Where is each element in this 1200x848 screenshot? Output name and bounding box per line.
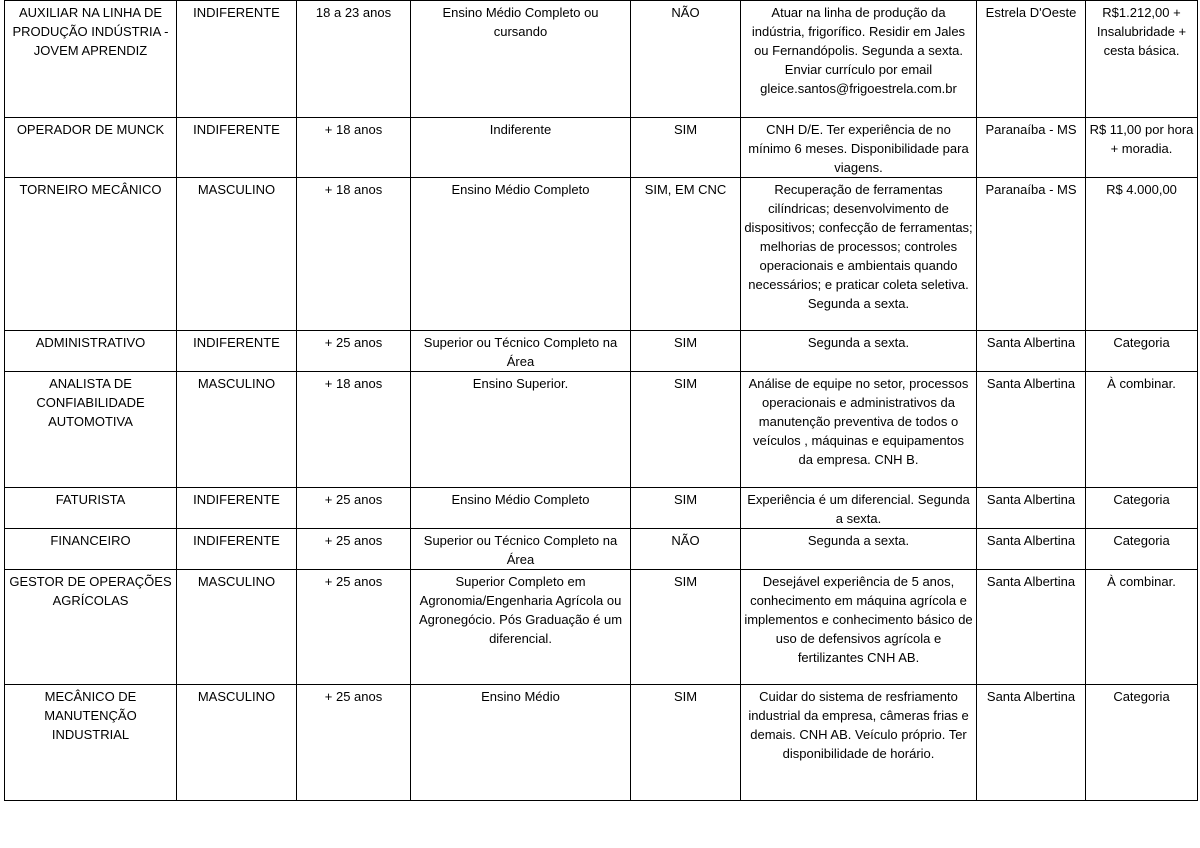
salary-cell: Categoria (1086, 488, 1198, 529)
salary-cell: À combinar. (1086, 570, 1198, 685)
city-cell: Santa Albertina (977, 331, 1086, 372)
city-cell: Estrela D'Oeste (977, 1, 1086, 118)
description-cell: Atuar na linha de produção da indústria, frigorífico. Residir em Jales ou Fernandópolis. Segunda a sexta. Enviar currículo por email gleice.santos@frigoestrela.com.br (741, 1, 977, 118)
description-cell: CNH D/E. Ter experiência de no mínimo 6 meses. Disponibilidade para viagens. (741, 118, 977, 178)
table-row (5, 331, 1198, 372)
age-cell: + 18 anos (297, 178, 411, 331)
gender-cell: INDIFERENTE (177, 488, 297, 529)
education-cell: Ensino Superior. (411, 372, 631, 488)
age-cell: + 25 anos (297, 685, 411, 801)
experience-cell: SIM (631, 685, 741, 801)
gender-cell: MASCULINO (177, 685, 297, 801)
job-title-cell: FINANCEIRO (5, 529, 177, 570)
description-cell: Análise de equipe no setor, processos operacionais e administrativos da manutenção preventiva de todos o veículos , máquinas e equipamentos da empresa. CNH B. (741, 372, 977, 488)
city-cell: Paranaíba - MS (977, 118, 1086, 178)
education-cell: Ensino Médio (411, 685, 631, 801)
city-cell: Santa Albertina (977, 372, 1086, 488)
job-listings-table (4, 0, 1198, 801)
salary-cell: Categoria (1086, 331, 1198, 372)
gender-cell: INDIFERENTE (177, 1, 297, 118)
experience-cell: SIM, EM CNC (631, 178, 741, 331)
job-title-cell: AUXILIAR NA LINHA DE PRODUÇÃO INDÚSTRIA - JOVEM APRENDIZ (5, 1, 177, 118)
city-cell: Santa Albertina (977, 685, 1086, 801)
education-cell: Superior ou Técnico Completo na Área (411, 331, 631, 372)
experience-cell: NÃO (631, 1, 741, 118)
job-title-cell: TORNEIRO MECÂNICO (5, 178, 177, 331)
city-cell: Santa Albertina (977, 529, 1086, 570)
description-cell: Desejável experiência de 5 anos, conhecimento em máquina agrícola e implementos e conhecimento básico de uso de defensivos agrícola e fertilizantes CNH AB. (741, 570, 977, 685)
city-cell: Santa Albertina (977, 488, 1086, 529)
experience-cell: SIM (631, 331, 741, 372)
gender-cell: INDIFERENTE (177, 118, 297, 178)
job-title-cell: ANALISTA DE CONFIABILIDADE AUTOMOTIVA (5, 372, 177, 488)
experience-cell: SIM (631, 372, 741, 488)
table-row (5, 1, 1198, 118)
age-cell: + 25 anos (297, 488, 411, 529)
age-cell: + 25 anos (297, 331, 411, 372)
salary-cell: R$ 11,00 por hora + moradia. (1086, 118, 1198, 178)
city-cell: Paranaíba - MS (977, 178, 1086, 331)
job-title-cell: OPERADOR DE MUNCK (5, 118, 177, 178)
gender-cell: INDIFERENTE (177, 331, 297, 372)
experience-cell: SIM (631, 488, 741, 529)
description-cell: Cuidar do sistema de resfriamento industrial da empresa, câmeras frias e demais. CNH AB. Veículo próprio. Ter disponibilidade de horário. (741, 685, 977, 801)
gender-cell: MASCULINO (177, 372, 297, 488)
salary-cell: À combinar. (1086, 372, 1198, 488)
education-cell: Indiferente (411, 118, 631, 178)
job-title-cell: FATURISTA (5, 488, 177, 529)
job-title-cell: MECÂNICO DE MANUTENÇÃO INDUSTRIAL (5, 685, 177, 801)
age-cell: 18 a 23 anos (297, 1, 411, 118)
education-cell: Ensino Médio Completo (411, 488, 631, 529)
age-cell: + 18 anos (297, 118, 411, 178)
description-cell: Segunda a sexta. (741, 529, 977, 570)
table-row (5, 178, 1198, 331)
salary-cell: R$1.212,00 + Insalubridade + cesta básica. (1086, 1, 1198, 118)
table-row (5, 685, 1198, 801)
city-cell: Santa Albertina (977, 570, 1086, 685)
job-title-cell: ADMINISTRATIVO (5, 331, 177, 372)
salary-cell: Categoria (1086, 529, 1198, 570)
table-row (5, 118, 1198, 178)
table-row (5, 488, 1198, 529)
job-title-cell: GESTOR DE OPERAÇÕES AGRÍCOLAS (5, 570, 177, 685)
education-cell: Ensino Médio Completo (411, 178, 631, 331)
education-cell: Superior ou Técnico Completo na Área (411, 529, 631, 570)
table-row (5, 570, 1198, 685)
age-cell: + 25 anos (297, 529, 411, 570)
description-cell: Experiência é um diferencial. Segunda a sexta. (741, 488, 977, 529)
experience-cell: NÃO (631, 529, 741, 570)
description-cell: Recuperação de ferramentas cilíndricas; desenvolvimento de dispositivos; confecção de ferramentas; melhorias de processos; controles operacionais e ambientais quando necessários; e praticar coleta seletiva. Segunda a sexta. (741, 178, 977, 331)
salary-cell: R$ 4.000,00 (1086, 178, 1198, 331)
job-listings-sheet (4, 0, 1197, 801)
table-row (5, 372, 1198, 488)
table-row (5, 529, 1198, 570)
experience-cell: SIM (631, 570, 741, 685)
education-cell: Superior Completo em Agronomia/Engenharia Agrícola ou Agronegócio. Pós Graduação é um diferencial. (411, 570, 631, 685)
gender-cell: MASCULINO (177, 178, 297, 331)
age-cell: + 25 anos (297, 570, 411, 685)
description-cell: Segunda a sexta. (741, 331, 977, 372)
age-cell: + 18 anos (297, 372, 411, 488)
experience-cell: SIM (631, 118, 741, 178)
gender-cell: MASCULINO (177, 570, 297, 685)
gender-cell: INDIFERENTE (177, 529, 297, 570)
salary-cell: Categoria (1086, 685, 1198, 801)
education-cell: Ensino Médio Completo ou cursando (411, 1, 631, 118)
